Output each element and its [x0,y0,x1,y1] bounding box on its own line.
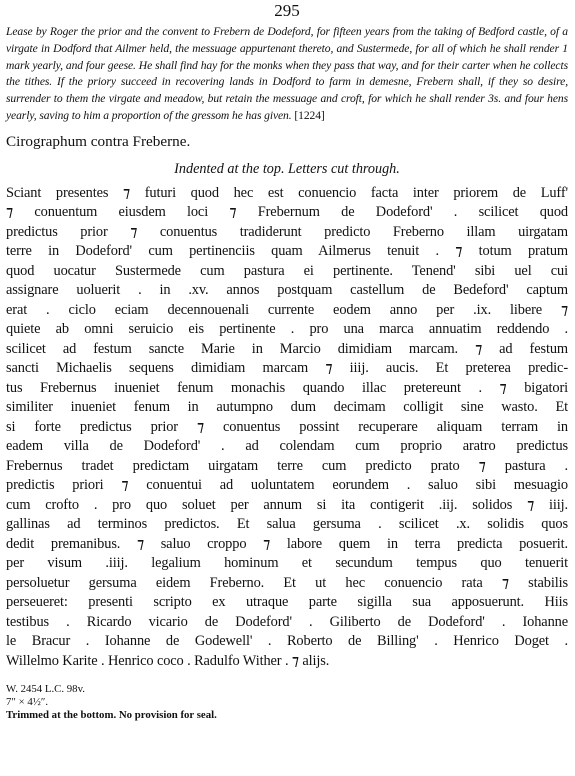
archival-notes [6,683,568,722]
calendar-summary [6,24,568,125]
charter-line: predictis priori ⁊ conuentui ad uoluntatem eorundem . saluo sibi mesuagio [6,477,568,494]
charter-line: Willelmo Karite . Henrico coco . Radulfo Wither . ⁊ alijs. [6,652,330,669]
dimensions-note: 7″ × 4½″. [6,696,49,709]
charter-line: ⁊ conuentum eiusdem loci ⁊ Frebernum de Dodeford' . scilicet quod [6,204,568,221]
charter-line: eadem villa de Dodeford' . ad colendam cum proprio aratro predictus [6,438,568,455]
charter-line: tus Frebernus inueniet fenum monachis quando illac pretereunt . ⁊ bigatori [6,379,568,396]
document-heading: Cirographum contra Freberne. [6,132,191,150]
page-number: 295 [274,1,300,20]
charter-line: Sciant presentes ⁊ futuri quod hec est conuencio facta inter priorem de Luff' [6,184,568,201]
charter-line: assignare uoluerit . in .xv. annos postquam castellum de Bedeford' captum [6,282,568,299]
charter-text [6,184,568,672]
summary-text: Lease by Roger the prior and the convent to Frebern de Dodeford, for fifteen years from the taking of Bedford castle, of a virgate in Dodford that Ailmer held, the messuage appurtenant thereto, and Sustermede, for all of which he shall render 1 mark yearly, and four geese. He shall find hay for the monks when they pass that way, and for their carter when he collects the tithes. If the priory succeed in recovering lands in Dodford to farm in demesne, Frebern shall, if they so desire, surrender to them the virgate and meadow, but retain the messuage and croft, for which he shall render 3s. and four hens yearly, saving to him a proportion of the gressom he has given. [6,25,568,122]
charter-line: terre in Dodeford' cum pertinenciis quam Ailmerus tenuit . ⁊ totum pratum [6,243,568,260]
reference-note: W. 2454 L.C. 98v. [6,683,85,696]
document-page [6,0,568,722]
charter-line: erat . ciclo eciam decennouenali currente eodem anno per .ix. libere ⁊ [6,301,568,318]
charter-line: testibus . Ricardo vicario de Dodeford' . Giliberto de Dodeford' . Iohanne [6,613,568,630]
charter-line: quod uocatur Sustermede cum pastura ei pertinente. Tenend' sibi uel cui [6,262,568,279]
condition-note: Trimmed at the bottom. No provision for seal. [6,709,217,722]
charter-line: Frebernus tradet predictam uirgatam terre cum predicto prato ⁊ pastura . [6,457,568,474]
document-subheading: Indented at the top. Letters cut through. [174,160,400,177]
charter-line: perseueret: presenti scripto ex utraque parte sigilla sua apposuerunt. Hiis [6,594,568,611]
charter-line: scilicet ad festum sancte Marie in Marcio dimidiam marcam. ⁊ ad festum [6,340,568,357]
charter-line: si forte predictus prior ⁊ conuentus possint recuperare aliquam terram in [6,418,568,435]
charter-line: predictus prior ⁊ conuentus tradiderunt predicto Freberno illam uirgatam [6,223,568,240]
charter-line: le Bracur . Iohanne de Godewell' . Roberto de Billing' . Henrico Doget . [6,633,568,650]
charter-line: gallinas ad terminos predictos. Et salua gersuma . scilicet .x. solidis quos [6,516,568,533]
charter-line: quiete ab omni seruicio eis pertinente . pro una marca annuatim reddendo . [6,321,568,338]
charter-line: similiter inueniet fenum in autumpno dum decimam colligit sine wasto. Et [6,399,568,416]
charter-line: persoluetur gersuma eidem Freberno. Et ut hec conuencio rata ⁊ stabilis [6,574,568,591]
charter-line: dedit premanibus. ⁊ saluo croppo ⁊ labore quem in terra predicta posuerit. [6,535,568,552]
charter-line: cum crofto . pro quo soluet per annum si ita contigerit .iij. solidos ⁊ iiij. [6,496,568,513]
summary-date: [1224] [294,108,325,122]
charter-line: sancti Michaelis sequens dimidiam marcam ⁊ iiij. aucis. Et preterea predic- [6,360,568,377]
charter-line: per visum .iiij. legalium hominum et secundum tempus quo tenuerit [6,555,568,572]
